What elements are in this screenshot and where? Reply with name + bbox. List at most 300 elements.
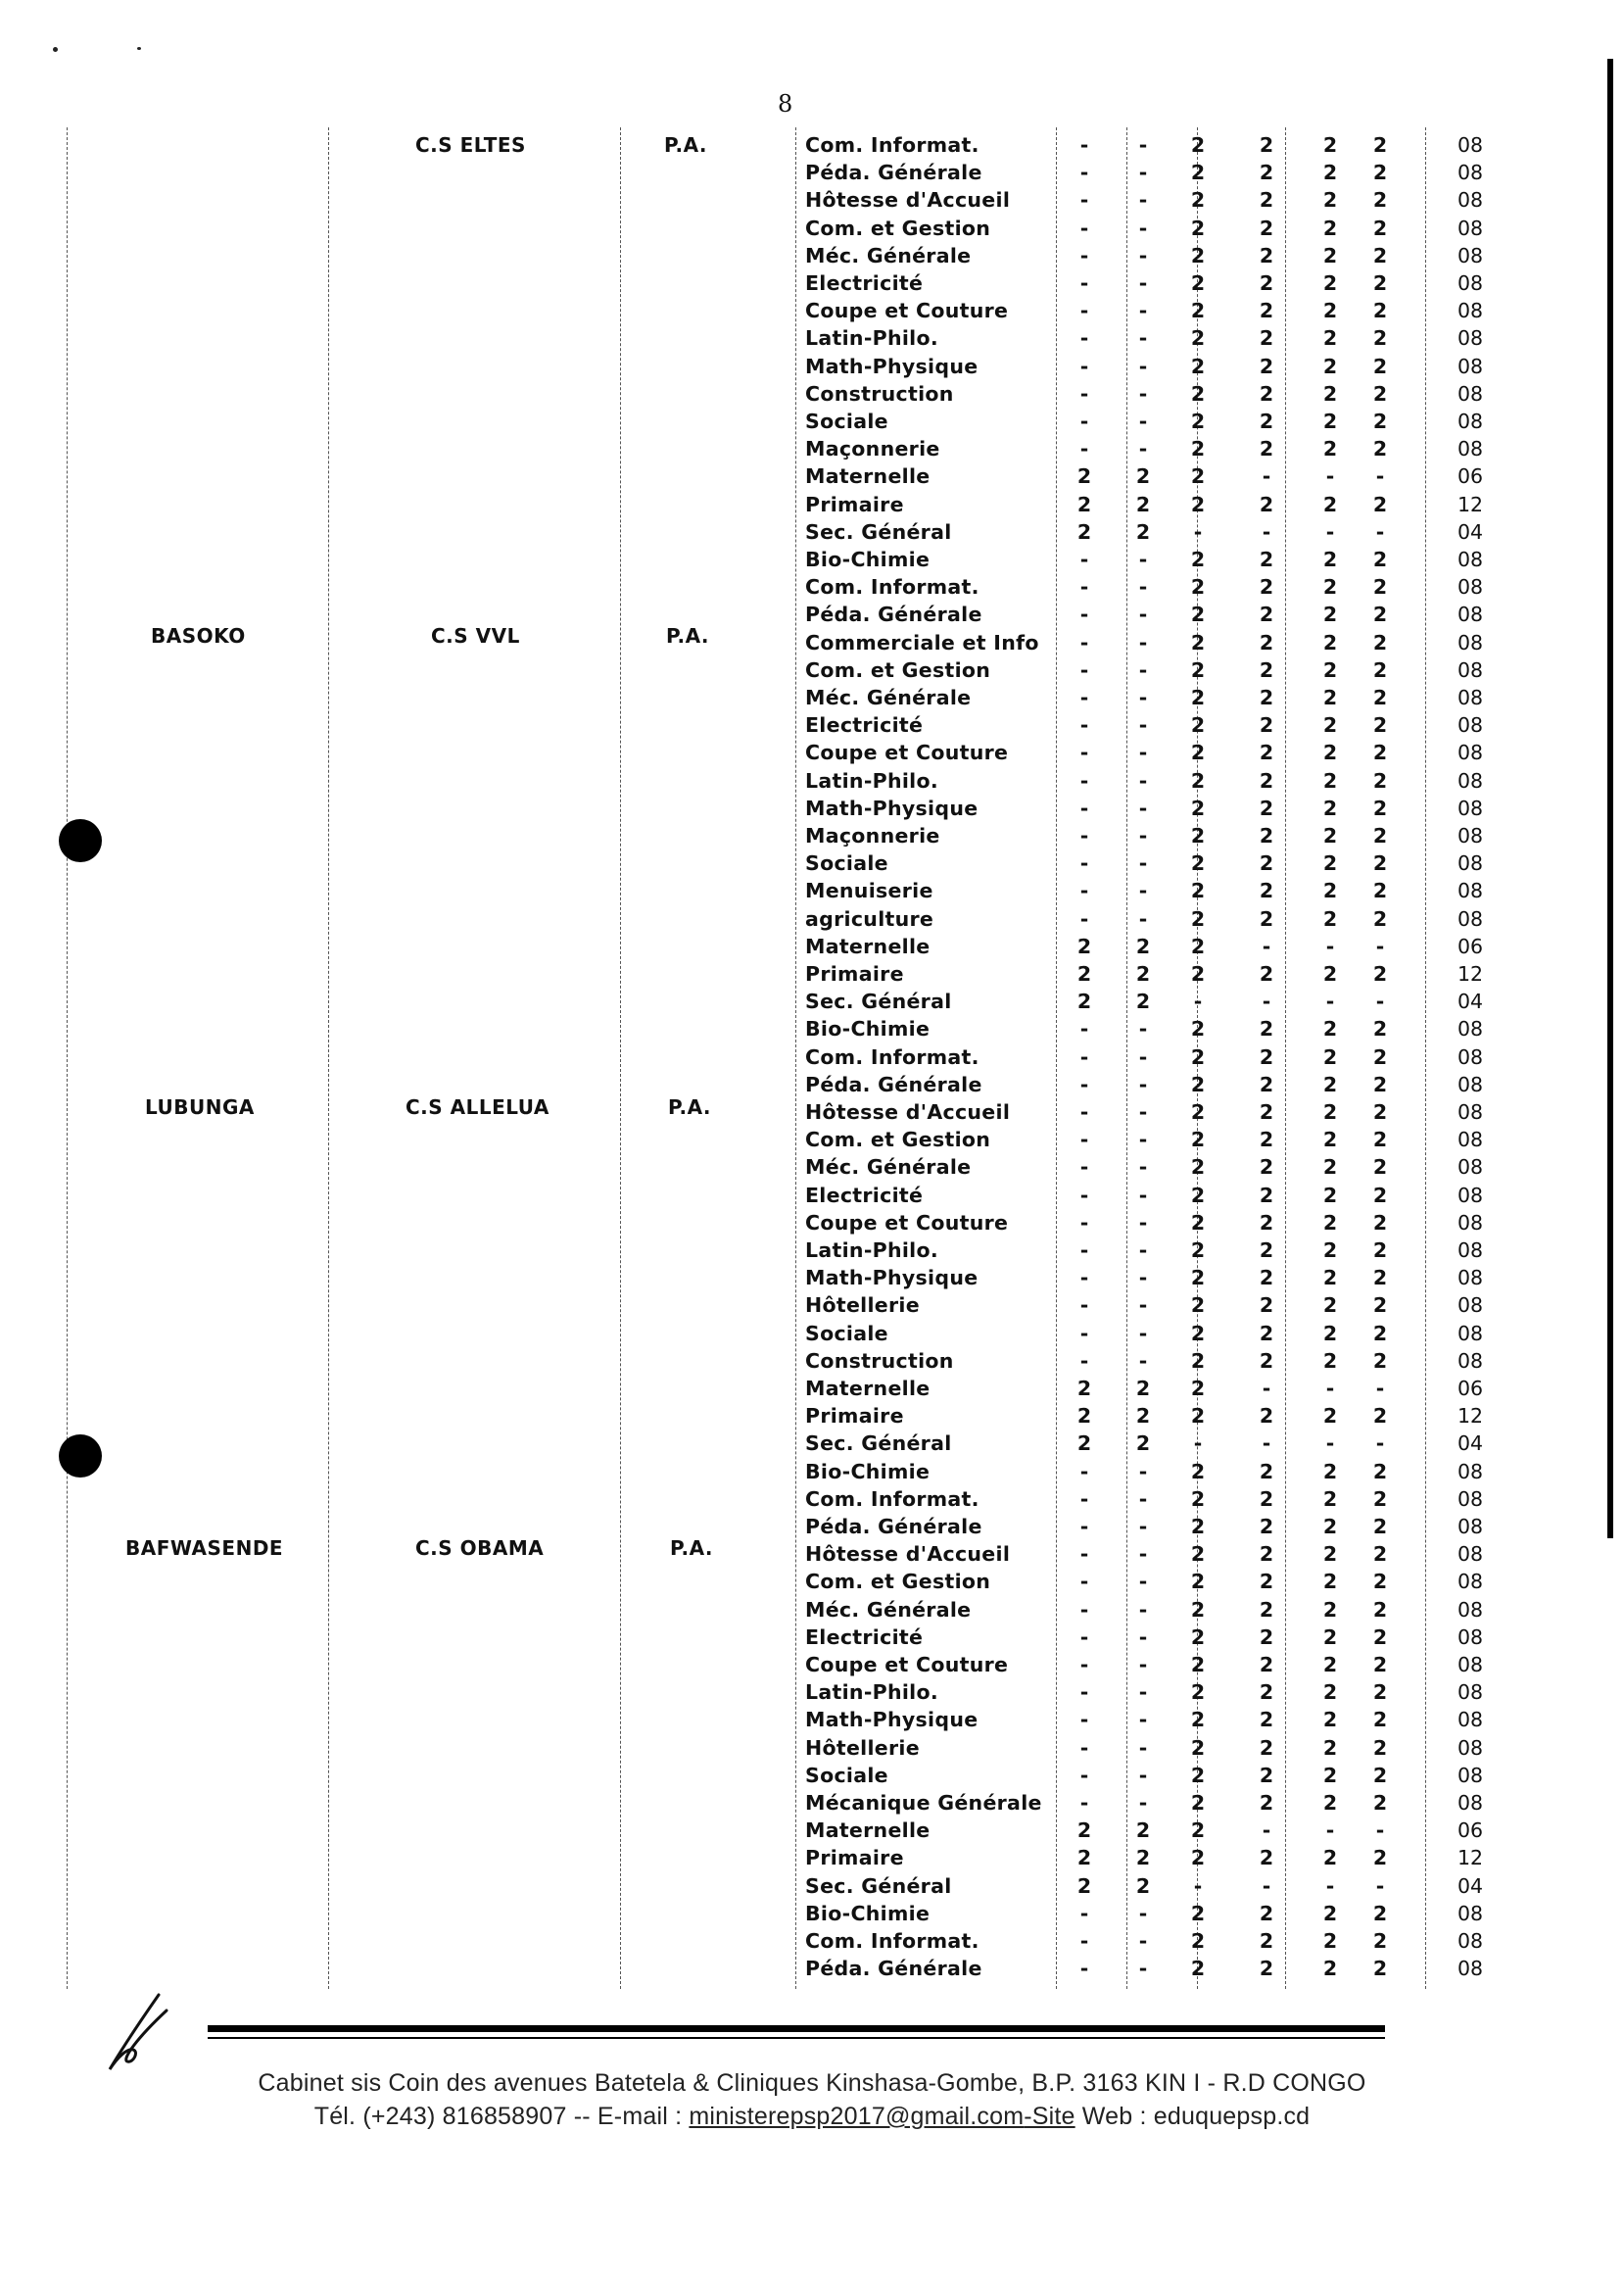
row-total: 12 — [1457, 1846, 1484, 1870]
option-name: Com. Informat. — [805, 133, 979, 157]
teacher-count-cell: - — [1138, 1072, 1148, 1096]
option-name: Coupe et Couture — [805, 1653, 1009, 1676]
teacher-count-cell: 2 — [1372, 381, 1388, 406]
teacher-count-cell: 2 — [1190, 188, 1206, 213]
row-total: 08 — [1457, 1183, 1484, 1207]
teacher-count-cell: 2 — [1322, 381, 1338, 406]
teacher-count-cell: - — [1138, 1183, 1148, 1207]
teacher-count-cell: 2 — [1322, 1155, 1338, 1180]
teacher-count-cell: - — [1138, 1735, 1148, 1760]
teacher-count-cell: - — [1375, 934, 1385, 958]
teacher-count-cell: - — [1079, 188, 1089, 213]
table-row — [0, 1458, 1624, 1485]
teacher-count-cell: - — [1079, 216, 1089, 240]
footer-rule — [208, 2037, 1385, 2039]
teacher-count-cell: 2 — [1372, 1597, 1388, 1622]
option-name: Sociale — [805, 1763, 888, 1787]
teacher-count-cell: - — [1138, 1293, 1148, 1318]
teacher-count-cell: 2 — [1259, 1404, 1274, 1429]
teacher-count-cell: - — [1138, 1542, 1148, 1567]
teacher-count-cell: - — [1138, 1957, 1148, 1981]
teacher-count-cell: 2 — [1190, 1846, 1206, 1870]
teacher-count-cell: 2 — [1322, 1183, 1338, 1207]
option-name: Hôtellerie — [805, 1293, 920, 1318]
row-total: 08 — [1457, 630, 1484, 654]
row-total: 08 — [1457, 326, 1484, 351]
teacher-count-cell: - — [1138, 354, 1148, 378]
row-total: 06 — [1457, 464, 1484, 489]
row-total: 04 — [1457, 519, 1484, 544]
option-name: Maternelle — [805, 1377, 931, 1400]
teacher-count-cell: 2 — [1322, 1321, 1338, 1345]
teacher-count-cell: 2 — [1259, 906, 1274, 931]
teacher-count-cell: 2 — [1259, 1735, 1274, 1760]
teacher-count-cell: 2 — [1372, 630, 1388, 654]
teacher-count-cell: 2 — [1259, 879, 1274, 903]
footer-site-label: -Site — [1024, 2103, 1075, 2130]
table-row — [0, 933, 1624, 960]
row-total: 06 — [1457, 1377, 1484, 1400]
row-total: 08 — [1457, 1597, 1484, 1622]
row-total: 08 — [1457, 1570, 1484, 1594]
row-total: 08 — [1457, 1763, 1484, 1787]
teacher-count-cell: 2 — [1322, 1929, 1338, 1953]
teacher-count-cell: 2 — [1322, 1044, 1338, 1069]
table-row — [0, 353, 1624, 380]
teacher-count-cell: 2 — [1372, 1515, 1388, 1538]
teacher-count-cell: 2 — [1259, 354, 1274, 378]
teacher-count-cell: 2 — [1372, 851, 1388, 876]
teacher-count-cell: 2 — [1259, 243, 1274, 267]
teacher-count-cell: 2 — [1259, 1486, 1274, 1511]
table-row — [0, 435, 1624, 462]
option-name: Coupe et Couture — [805, 1210, 1009, 1235]
status-allelua: P.A. — [668, 1095, 712, 1119]
teacher-count-cell: 2 — [1190, 603, 1206, 627]
teacher-count-cell: - — [1079, 1680, 1089, 1705]
teacher-count-cell: 2 — [1190, 1486, 1206, 1511]
teacher-count-cell: 2 — [1322, 630, 1338, 654]
teacher-count-cell: 2 — [1322, 1846, 1338, 1870]
teacher-count-cell: 2 — [1259, 741, 1274, 765]
teacher-count-cell: 2 — [1190, 1210, 1206, 1235]
option-name: Maternelle — [805, 934, 931, 958]
table-row — [0, 1291, 1624, 1319]
teacher-count-cell: 2 — [1372, 548, 1388, 571]
option-name: Péda. Générale — [805, 161, 982, 185]
teacher-count-cell: 2 — [1322, 1210, 1338, 1235]
teacher-count-cell: 2 — [1259, 1017, 1274, 1042]
teacher-count-cell: 2 — [1190, 768, 1206, 793]
option-name: Bio-Chimie — [805, 1017, 931, 1042]
table-row — [0, 1015, 1624, 1042]
teacher-count-cell: 2 — [1259, 796, 1274, 820]
row-total: 08 — [1457, 271, 1484, 295]
option-name: Maçonnerie — [805, 824, 940, 848]
teacher-count-cell: - — [1138, 1238, 1148, 1262]
teacher-count-cell: 2 — [1322, 1708, 1338, 1732]
teacher-count-cell: 2 — [1259, 1929, 1274, 1953]
teacher-count-cell: 2 — [1322, 1293, 1338, 1318]
table-row — [0, 1402, 1624, 1430]
table-row — [0, 739, 1624, 766]
teacher-count-cell: 2 — [1190, 741, 1206, 765]
teacher-count-cell: - — [1375, 1873, 1385, 1898]
option-name: Sociale — [805, 410, 888, 433]
teacher-count-cell: - — [1079, 133, 1089, 157]
row-total: 08 — [1457, 1044, 1484, 1069]
teacher-count-cell: - — [1138, 603, 1148, 627]
teacher-count-cell: 2 — [1190, 851, 1206, 876]
teacher-count-cell: 2 — [1259, 1542, 1274, 1567]
teacher-count-cell: 2 — [1372, 1044, 1388, 1069]
teacher-count-cell: 2 — [1372, 796, 1388, 820]
row-total: 08 — [1457, 1680, 1484, 1705]
table-row — [0, 1375, 1624, 1402]
teacher-count-cell: - — [1138, 1515, 1148, 1538]
option-name: Com. et Gestion — [805, 1570, 991, 1594]
teacher-count-cell: - — [1138, 1266, 1148, 1290]
teacher-count-cell: - — [1079, 1957, 1089, 1981]
teacher-count-cell: 2 — [1076, 1846, 1092, 1870]
teacher-count-cell: 2 — [1322, 1735, 1338, 1760]
teacher-count-cell: 2 — [1190, 271, 1206, 295]
table-row — [0, 186, 1624, 214]
teacher-count-cell: - — [1079, 1072, 1089, 1096]
teacher-count-cell: - — [1079, 1100, 1089, 1124]
teacher-count-cell: 2 — [1372, 1901, 1388, 1925]
teacher-count-cell: 2 — [1322, 1404, 1338, 1429]
teacher-count-cell: - — [1138, 575, 1148, 600]
teacher-count-cell: 2 — [1322, 603, 1338, 627]
teacher-count-cell: - — [1079, 548, 1089, 571]
row-total: 08 — [1457, 216, 1484, 240]
row-total: 08 — [1457, 1791, 1484, 1815]
teacher-count-cell: 2 — [1259, 1624, 1274, 1649]
teacher-count-cell: 2 — [1372, 271, 1388, 295]
teacher-count-cell: 2 — [1259, 299, 1274, 323]
teacher-count-cell: 2 — [1372, 575, 1388, 600]
option-name: Péda. Générale — [805, 1957, 982, 1981]
teacher-count-cell: - — [1138, 630, 1148, 654]
table-row — [0, 767, 1624, 795]
option-name: Hôtesse d'Accueil — [805, 1542, 1011, 1567]
teacher-count-cell: 2 — [1259, 1128, 1274, 1152]
row-total: 08 — [1457, 1542, 1484, 1567]
table-row — [0, 131, 1624, 159]
teacher-count-cell: 2 — [1322, 962, 1338, 986]
teacher-count-cell: 2 — [1322, 768, 1338, 793]
teacher-count-cell: 2 — [1322, 796, 1338, 820]
table-row — [0, 380, 1624, 408]
teacher-count-cell: - — [1079, 851, 1089, 876]
teacher-count-cell: 2 — [1190, 824, 1206, 848]
option-name: Méc. Générale — [805, 1597, 972, 1622]
option-name: Com. Informat. — [805, 1486, 979, 1511]
table-row — [0, 324, 1624, 352]
teacher-count-cell: - — [1193, 519, 1203, 544]
teacher-count-cell: 2 — [1190, 1348, 1206, 1373]
teacher-count-cell: - — [1079, 1763, 1089, 1787]
teacher-count-cell: - — [1079, 1238, 1089, 1262]
option-name: Bio-Chimie — [805, 548, 931, 571]
teacher-count-cell: - — [1138, 1763, 1148, 1787]
option-name: Coupe et Couture — [805, 299, 1009, 323]
teacher-count-cell: - — [1079, 1901, 1089, 1925]
teacher-count-cell: - — [1079, 243, 1089, 267]
teacher-count-cell: 2 — [1190, 906, 1206, 931]
option-name: Sec. Général — [805, 1873, 952, 1898]
teacher-count-cell: 2 — [1190, 1266, 1206, 1290]
teacher-count-cell: - — [1079, 657, 1089, 682]
table-row — [0, 1182, 1624, 1209]
teacher-count-cell: 2 — [1190, 1818, 1206, 1843]
teacher-count-cell: 2 — [1190, 410, 1206, 433]
footer-rule — [208, 2025, 1385, 2032]
school-name-obama: C.S OBAMA — [415, 1536, 545, 1560]
table-row — [0, 629, 1624, 656]
row-total: 08 — [1457, 133, 1484, 157]
option-name: Com. et Gestion — [805, 216, 991, 240]
status-obama: P.A. — [670, 1536, 714, 1560]
teacher-count-cell: 2 — [1372, 188, 1388, 213]
footer-email[interactable]: ministerepsp2017@gmail.com — [689, 2103, 1025, 2130]
teacher-count-cell: 2 — [1259, 603, 1274, 627]
teacher-count-cell: 2 — [1190, 630, 1206, 654]
row-total: 08 — [1457, 1266, 1484, 1290]
table-row — [0, 1264, 1624, 1291]
teacher-count-cell: - — [1138, 216, 1148, 240]
teacher-count-cell: 2 — [1259, 851, 1274, 876]
teacher-count-cell: - — [1262, 1818, 1271, 1843]
table-row — [0, 1789, 1624, 1817]
school-name-allelua: C.S ALLELUA — [406, 1095, 549, 1119]
option-name: Maçonnerie — [805, 437, 940, 461]
teacher-count-cell: 2 — [1259, 768, 1274, 793]
footer-address: Cabinet sis Coin des avenues Batetela & Cliniques Kinshasa-Gombe, B.P. 3163 KIN I - R.D CONGO — [258, 2069, 1366, 2097]
teacher-count-cell: 2 — [1190, 1321, 1206, 1345]
teacher-count-cell: - — [1079, 1459, 1089, 1483]
teacher-count-cell: 2 — [1372, 1570, 1388, 1594]
teacher-count-cell: - — [1079, 1210, 1089, 1235]
teacher-count-cell: 2 — [1322, 1128, 1338, 1152]
table-row — [0, 1734, 1624, 1762]
option-name: Construction — [805, 1348, 954, 1373]
teacher-count-cell: 2 — [1076, 1873, 1092, 1898]
table-row — [0, 1762, 1624, 1789]
teacher-count-cell: 2 — [1322, 326, 1338, 351]
teacher-count-cell: 2 — [1322, 1901, 1338, 1925]
teacher-count-cell: - — [1138, 1680, 1148, 1705]
teacher-count-cell: 2 — [1190, 1100, 1206, 1124]
teacher-count-cell: 2 — [1190, 354, 1206, 378]
option-name: Primaire — [805, 962, 904, 986]
teacher-count-cell: 2 — [1190, 437, 1206, 461]
teacher-count-cell: - — [1079, 713, 1089, 738]
teacher-count-cell: - — [1079, 1486, 1089, 1511]
teacher-count-cell: 2 — [1259, 1708, 1274, 1732]
row-total: 08 — [1457, 657, 1484, 682]
teacher-count-cell: - — [1138, 299, 1148, 323]
table-row — [0, 573, 1624, 601]
row-total: 08 — [1457, 1210, 1484, 1235]
table-row — [0, 1817, 1624, 1844]
row-total: 08 — [1457, 1072, 1484, 1096]
teacher-count-cell: - — [1079, 1155, 1089, 1180]
table-row — [0, 1071, 1624, 1098]
option-name: Com. et Gestion — [805, 1128, 991, 1152]
teacher-count-cell: 2 — [1076, 519, 1092, 544]
teacher-count-cell: - — [1138, 1100, 1148, 1124]
teacher-count-cell: 2 — [1259, 1459, 1274, 1483]
teacher-count-cell: 2 — [1372, 243, 1388, 267]
row-total: 08 — [1457, 1708, 1484, 1732]
teacher-count-cell: 2 — [1190, 243, 1206, 267]
teacher-count-cell: - — [1079, 879, 1089, 903]
table-row — [0, 1236, 1624, 1264]
teacher-count-cell: 2 — [1322, 1459, 1338, 1483]
teacher-count-cell: 2 — [1076, 1431, 1092, 1456]
teacher-count-cell: 2 — [1322, 410, 1338, 433]
option-name: Méc. Générale — [805, 1155, 972, 1180]
teacher-count-cell: - — [1138, 410, 1148, 433]
row-total: 08 — [1457, 548, 1484, 571]
teacher-count-cell: 2 — [1322, 133, 1338, 157]
teacher-count-cell: - — [1079, 686, 1089, 709]
teacher-count-cell: 2 — [1190, 1044, 1206, 1069]
table-row — [0, 1540, 1624, 1568]
teacher-count-cell: - — [1138, 768, 1148, 793]
teacher-count-cell: 2 — [1076, 962, 1092, 986]
teacher-count-cell: 2 — [1372, 410, 1388, 433]
teacher-count-cell: 2 — [1372, 879, 1388, 903]
teacher-count-cell: 2 — [1322, 548, 1338, 571]
row-total: 08 — [1457, 410, 1484, 433]
teacher-count-cell: 2 — [1372, 492, 1388, 516]
teacher-count-cell: 2 — [1076, 934, 1092, 958]
teacher-count-cell: 2 — [1190, 686, 1206, 709]
footer-site: Web : eduquepsp.cd — [1075, 2103, 1311, 2130]
teacher-count-cell: - — [1375, 464, 1385, 489]
row-total: 08 — [1457, 768, 1484, 793]
teacher-count-cell: - — [1262, 1431, 1271, 1456]
teacher-count-cell: 2 — [1135, 492, 1151, 516]
teacher-count-cell: - — [1138, 1348, 1148, 1373]
teacher-count-cell: 2 — [1322, 1515, 1338, 1538]
teacher-count-cell: - — [1138, 1017, 1148, 1042]
option-name: Latin-Philo. — [805, 326, 938, 351]
teacher-count-cell: - — [1138, 437, 1148, 461]
teacher-count-cell: 2 — [1372, 354, 1388, 378]
row-total: 08 — [1457, 1624, 1484, 1649]
teacher-count-cell: 2 — [1190, 1735, 1206, 1760]
table-row — [0, 491, 1624, 518]
table-row — [0, 1624, 1624, 1651]
teacher-count-cell: 2 — [1259, 1238, 1274, 1262]
teacher-count-cell: 2 — [1190, 492, 1206, 516]
teacher-count-cell: - — [1138, 188, 1148, 213]
teacher-count-cell: 2 — [1372, 962, 1388, 986]
row-total: 08 — [1457, 686, 1484, 709]
teacher-count-cell: - — [1138, 1624, 1148, 1649]
teacher-count-cell: 2 — [1190, 879, 1206, 903]
teacher-count-cell: - — [1138, 906, 1148, 931]
teacher-count-cell: 2 — [1190, 133, 1206, 157]
row-total: 08 — [1457, 1100, 1484, 1124]
teacher-count-cell: - — [1079, 1515, 1089, 1538]
teacher-count-cell: - — [1079, 768, 1089, 793]
option-name: Sociale — [805, 851, 888, 876]
teacher-count-cell: 2 — [1190, 1155, 1206, 1180]
teacher-count-cell: 2 — [1190, 161, 1206, 185]
option-name: agriculture — [805, 906, 934, 931]
row-total: 08 — [1457, 437, 1484, 461]
teacher-count-cell: 2 — [1372, 1155, 1388, 1180]
teacher-count-cell: 2 — [1135, 990, 1151, 1014]
teacher-count-cell: - — [1079, 161, 1089, 185]
teacher-count-cell: - — [1138, 381, 1148, 406]
teacher-count-cell: 2 — [1322, 741, 1338, 765]
option-name: Péda. Générale — [805, 1515, 982, 1538]
teacher-count-cell: - — [1138, 1791, 1148, 1815]
row-total: 08 — [1457, 1348, 1484, 1373]
teacher-count-cell: 2 — [1372, 1846, 1388, 1870]
teacher-count-cell: 2 — [1322, 188, 1338, 213]
table-row — [0, 1043, 1624, 1071]
option-name: Péda. Générale — [805, 1072, 982, 1096]
teacher-count-cell: 2 — [1190, 299, 1206, 323]
row-total: 08 — [1457, 906, 1484, 931]
teacher-count-cell: 2 — [1259, 326, 1274, 351]
table-row — [0, 1209, 1624, 1236]
option-name: Latin-Philo. — [805, 768, 938, 793]
teacher-count-cell: 2 — [1259, 1791, 1274, 1815]
teacher-count-cell: 2 — [1259, 1072, 1274, 1096]
teacher-count-cell: 2 — [1322, 216, 1338, 240]
option-name: Com. Informat. — [805, 1044, 979, 1069]
option-name: Bio-Chimie — [805, 1901, 931, 1925]
teacher-count-cell: 2 — [1259, 548, 1274, 571]
teacher-count-cell: 2 — [1372, 1708, 1388, 1732]
teacher-count-cell: - — [1079, 1348, 1089, 1373]
locality-bafwasende: BAFWASENDE — [125, 1536, 284, 1560]
teacher-count-cell: 2 — [1076, 1818, 1092, 1843]
status-eltes: P.A. — [664, 133, 708, 157]
teacher-count-cell: 2 — [1372, 713, 1388, 738]
teacher-count-cell: 2 — [1322, 1072, 1338, 1096]
row-total: 08 — [1457, 1653, 1484, 1676]
teacher-count-cell: 2 — [1372, 1183, 1388, 1207]
teacher-count-cell: 2 — [1322, 879, 1338, 903]
row-total: 12 — [1457, 962, 1484, 986]
scan-speck — [53, 47, 58, 52]
teacher-count-cell: - — [1079, 630, 1089, 654]
teacher-count-cell: - — [1325, 934, 1335, 958]
teacher-count-cell: - — [1325, 464, 1335, 489]
teacher-count-cell: - — [1325, 1431, 1335, 1456]
teacher-count-cell: 2 — [1372, 1791, 1388, 1815]
row-total: 04 — [1457, 990, 1484, 1014]
teacher-count-cell: 2 — [1322, 1597, 1338, 1622]
row-total: 08 — [1457, 1901, 1484, 1925]
teacher-count-cell: 2 — [1259, 657, 1274, 682]
teacher-count-cell: 2 — [1259, 1100, 1274, 1124]
teacher-count-cell: 2 — [1372, 326, 1388, 351]
teacher-count-cell: - — [1079, 1708, 1089, 1732]
teacher-count-cell: 2 — [1259, 1293, 1274, 1318]
row-total: 08 — [1457, 713, 1484, 738]
footer-contact — [0, 2103, 1624, 2131]
